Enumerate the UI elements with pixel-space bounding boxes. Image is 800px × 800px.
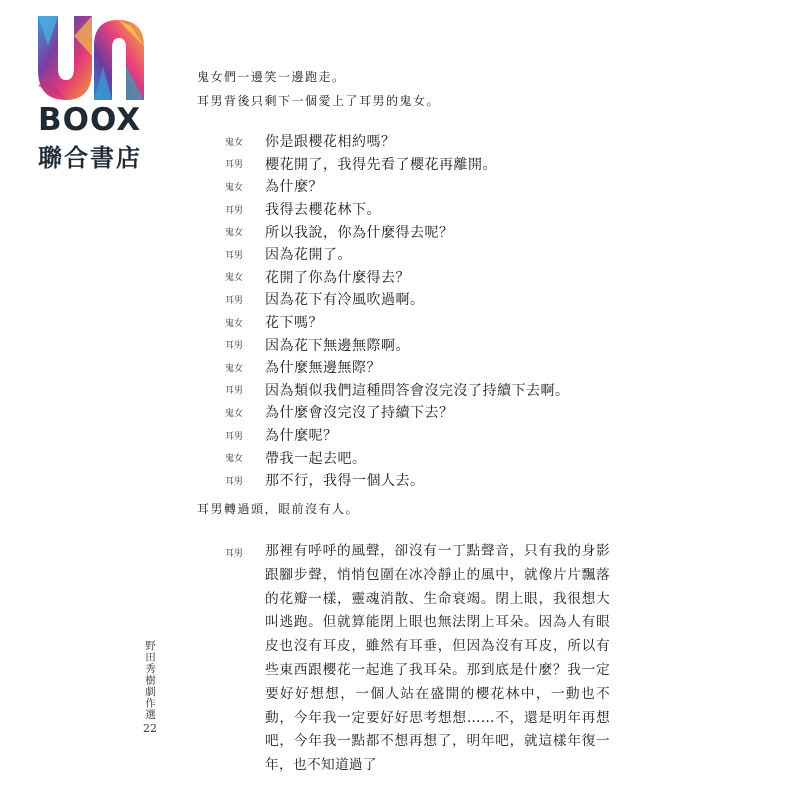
dialogue-row: [225, 243, 645, 266]
speaker-label: 鬼女: [225, 454, 244, 465]
speaker-label: 鬼女: [225, 363, 244, 374]
dialogue-line: 你是跟櫻花相約嗎？: [265, 134, 396, 151]
un-logo-graphic: [36, 16, 146, 102]
dialogue-row: [225, 266, 645, 289]
dialogue-row: [225, 153, 645, 176]
speaker-label: 鬼女: [225, 408, 244, 419]
dialogue-line: 為什麼呢？: [265, 428, 338, 445]
logo-chinese-text: 聯合書店: [38, 144, 142, 172]
dialogue-line: 花開了你為什麼得去？: [265, 269, 410, 286]
dialogue-line: 因為花下無邊無際啊。: [265, 337, 410, 354]
logo-boox-text: BOOX: [38, 102, 142, 138]
dialogue-line: 為什麼會沒完沒了持續下去？: [265, 405, 454, 422]
dialogue-row: [225, 198, 645, 221]
dialogue-line: 那不行，我得一個人去。: [265, 473, 425, 490]
speaker-label: 耳男: [225, 205, 244, 216]
speaker-label: 耳男: [225, 431, 244, 442]
dialogue-line: 所以我說，你為什麼得去呢？: [265, 224, 454, 241]
speaker-label: 鬼女: [225, 273, 244, 284]
dialogue-row: [225, 311, 645, 334]
dialogue-line: 因為花開了。: [265, 247, 352, 264]
monologue-text: 那裡有呼呼的風聲，卻沒有一丁點聲音，只有我的身影跟腳步聲，悄悄包圍在冰冷靜止的風中，就像片片飄落的花瓣一樣，靈魂消散、生命衰竭。閉上眼，我很想大叫逃跑。但就算能閉上眼也無法閉上耳朵。因為人有眼皮也沒有耳皮，雖然有耳垂，但因為沒有耳皮，所以有些東西跟櫻花一起進了我耳朵。那到底是什麼？我一定要好好想想，一個人站在盛開的櫻花林中，一動也不動，今年我一定要好好思考想想……不，還是明年再想吧，今年我一點都不想再想了，明年吧，就這樣年復一年，也不知道過了: [265, 543, 610, 774]
speaker-label: 鬼女: [225, 228, 244, 239]
speaker-label: 耳男: [225, 476, 244, 487]
monologue-block: [225, 540, 625, 778]
dialogue-line: 帶我一起去吧。: [265, 450, 367, 467]
dialogue-row: [225, 220, 645, 243]
dialogue-row: [225, 401, 645, 424]
dialogue-row: [225, 446, 645, 469]
dialogue-line: 櫻花開了，我得先看了櫻花再離開。: [265, 156, 497, 173]
stage-direction: 鬼女們一邊笑一邊跑走。: [197, 70, 346, 84]
stage-direction: 耳男背後只剩下一個愛上了耳男的鬼女。: [197, 94, 441, 108]
running-title: 野田秀樹劇作選: [144, 640, 156, 721]
dialogue-line: 因為花下有冷風吹過啊。: [265, 292, 425, 309]
dialogue-line: 我得去櫻花林下。: [265, 202, 381, 219]
dialogue-block: [225, 130, 645, 492]
speaker-label: 耳男: [225, 160, 244, 171]
speaker-label: 鬼女: [225, 318, 244, 329]
dialogue-row: [225, 379, 645, 402]
dialogue-row: [225, 288, 645, 311]
speaker-label: 耳男: [225, 386, 244, 397]
dialogue-row: [225, 356, 645, 379]
dialogue-row: [225, 424, 645, 447]
speaker-label: 鬼女: [225, 182, 244, 193]
dialogue-line: 為什麼無邊無際？: [265, 360, 381, 377]
page-number: 22: [143, 722, 157, 735]
speaker-label: 鬼女: [225, 137, 244, 148]
dialogue-row: [225, 333, 645, 356]
dialogue-row: [225, 130, 645, 153]
dialogue-line: 為什麼？: [265, 179, 323, 196]
dialogue-row: [225, 175, 645, 198]
dialogue-line: 花下嗎？: [265, 315, 323, 332]
store-logo: [36, 16, 146, 172]
stage-direction: 耳男轉過頭，眼前沒有人。: [197, 502, 360, 516]
dialogue-row: [225, 469, 645, 492]
speaker-label: 耳男: [225, 549, 244, 559]
dialogue-line: 因為類似我們這種問答會沒完沒了持續下去啊。: [265, 382, 570, 399]
speaker-label: 耳男: [225, 250, 244, 261]
speaker-label: 耳男: [225, 295, 244, 306]
speaker-label: 耳男: [225, 341, 244, 352]
